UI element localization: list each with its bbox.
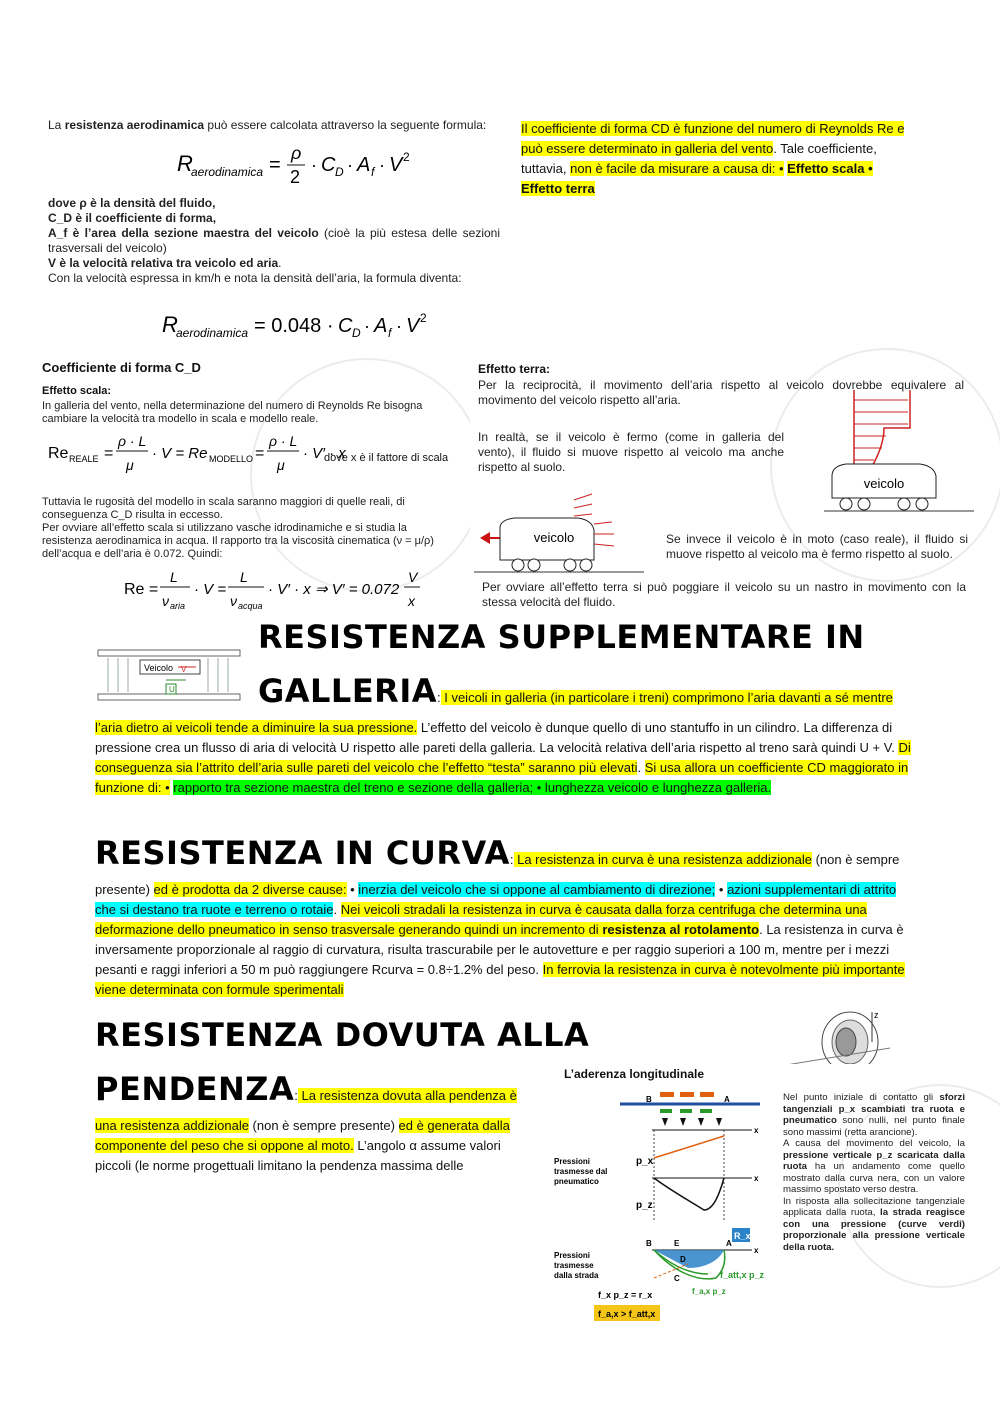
svg-text:Re =: Re = bbox=[124, 581, 159, 598]
svg-text:2: 2 bbox=[403, 150, 410, 164]
ground-p4: Per ovviare all’effetto terra si può poggiare il veicolo su un nastro in movimento con la stessa velocità del fluido. bbox=[482, 580, 966, 609]
svg-text:· V′ · x ⇒ V′ = 0.072: · V′ · x ⇒ V′ = 0.072 bbox=[268, 581, 400, 598]
label-c: C bbox=[674, 1274, 680, 1283]
scale-factor-note: dove x è il fattore di scala bbox=[324, 452, 449, 464]
adherence-desc-2: A causa del movimento del veicolo, la pressione verticale p_z scaricata dalla ruota ha un andamento come quello mostrato dalla curva nera, con un valore massimo spostato verso destra. bbox=[783, 1138, 965, 1195]
label-x-1: x bbox=[754, 1126, 759, 1135]
label-pz: p_z bbox=[636, 1200, 653, 1211]
svg-text:=: = bbox=[255, 445, 265, 462]
aero-block bbox=[48, 118, 503, 346]
tunnel-v-label: V bbox=[181, 665, 187, 674]
svg-text:· V = Re: · V = Re bbox=[152, 445, 208, 462]
label-a: A bbox=[724, 1095, 730, 1104]
ground-p1: Per la reciprocità, il movimento dell’aria rispetto al veicolo dovrebbe equivalere al movimento del veicolo rispetto all’aria. bbox=[478, 378, 964, 407]
label-b-2: B bbox=[646, 1239, 652, 1248]
conversion-text: Con la velocità espressa in km/h e nota la densità dell’aria, la formula diventa: bbox=[48, 271, 462, 285]
svg-text:ν: ν bbox=[162, 593, 169, 609]
svg-text:2: 2 bbox=[420, 311, 427, 325]
ground-p2: In realtà, se il veicolo è fermo (come in galleria del vento), il fluido si muove rispetto al veicolo ma anche rispetto al suolo. bbox=[478, 430, 784, 474]
formula-water bbox=[124, 566, 434, 616]
svg-text:V: V bbox=[406, 315, 420, 337]
scale-p1: In galleria del vento, nella determinazione del numero di Reynolds Re bisogna cambiare la velocità tra modello in scala e modello reale. bbox=[42, 400, 423, 425]
v-def: V è la velocità relativa tra veicolo ed aria. bbox=[48, 256, 282, 270]
svg-text:R: R bbox=[162, 312, 178, 337]
svg-text:· V′ · x: · V′ · x bbox=[303, 445, 346, 462]
ground-p3: Se invece il veicolo è in moto (caso reale), il fluido si muove rispetto al veicolo ma è fermo rispetto al suolo. bbox=[666, 532, 968, 561]
cd-note-highlight-1: Il coefficiente di forma CD è funzione del numero di Reynolds Re e può essere determinato in galleria del vento bbox=[521, 121, 905, 156]
tunnel-highlight-green: rapporto tra sezione maestra del treno e sezione della galleria; • lunghezza veicolo e lunghezza galleria. bbox=[173, 780, 772, 795]
tunnel-highlight-3: Si usa allora un coefficiente CD maggiorato in funzione di: • bbox=[95, 760, 909, 795]
road-pressure-label: Pressioni trasmesse dalla strada bbox=[554, 1251, 599, 1280]
cd-def: C_D è il coefficiente di forma, bbox=[48, 211, 217, 225]
svg-text:V: V bbox=[389, 154, 403, 176]
scale-p2: Tuttavia le rugosità del modello in scala saranno maggiori di quelle reali, di conseguenza C_D risulta in eccesso. bbox=[42, 496, 405, 521]
svg-text:·: · bbox=[379, 155, 385, 175]
svg-text:=: = bbox=[269, 154, 281, 176]
tunnel-highlight-2: Di conseguenza sia l’attrito dell’aria sulle pareti del veicolo che l’effetto “testa” saranno più elevati bbox=[95, 740, 911, 775]
label-px: p_x bbox=[636, 1156, 654, 1167]
aero-defs bbox=[48, 196, 500, 286]
svg-text:·: · bbox=[311, 155, 317, 175]
aero-intro-bold: resistenza aerodinamica bbox=[64, 118, 205, 132]
cd-note-highlight-2: non è facile da misurare a causa di: • bbox=[570, 161, 784, 176]
svg-text:ν: ν bbox=[230, 593, 237, 609]
curve-highlight-cyan-1: inerzia del veicolo che si oppone al cambiamento di direzione; bbox=[358, 882, 716, 897]
svg-text:L: L bbox=[240, 569, 248, 585]
af-def: A_f è l’area della sezione maestra del veicolo (cioè la più estesa delle sezioni trasversali del veicolo) bbox=[48, 226, 500, 255]
vehicle-label-right: veicolo bbox=[863, 476, 905, 491]
tunnel-heading-line2: GALLERIA bbox=[258, 672, 437, 710]
ground-stationary-vehicle-diagram bbox=[474, 488, 644, 578]
scale-p3: Per ovviare all’effetto scala si utilizzano vasche idrodinamiche e si studia la resistenza aerodinamica in acqua. Il rapporto tra la viscosità cinematica (ν = μ/ρ) dell’acqua e dell’aria è 0.072. Quindi: bbox=[42, 522, 434, 560]
svg-text:D: D bbox=[335, 165, 344, 179]
adherence-desc-1: Nel punto iniziale di contatto gli sforzi tangenziali p_x scambiati tra ruota e pneumatico sono nulli, nel punto finale sono massimi (retta arancione). bbox=[783, 1092, 965, 1138]
formula-aero-kmh bbox=[158, 308, 458, 348]
tunnel-u-label: U bbox=[169, 685, 175, 694]
ground-moving-vehicle-diagram bbox=[824, 388, 974, 518]
slope-highlight-2: ed è generata dalla componente del peso che si oppone al moto. bbox=[95, 1118, 510, 1153]
svg-text:· V =: · V = bbox=[194, 581, 227, 598]
slope-highlight-1: La resistenza dovuta alla pendenza è una resistenza addizionale bbox=[95, 1088, 517, 1133]
label-d: D bbox=[680, 1255, 686, 1264]
rho-def: dove ρ è la densità del fluido, bbox=[48, 196, 216, 210]
formula-reynolds bbox=[48, 432, 348, 476]
curve-paragraph: RESISTENZA IN CURVA: La resistenza in curva è una resistenza addizionale (non è sempre presente) ed è prodotta da 2 diverse cause: • inerzia del veicolo che si oppone al cambiamento di direzione; • azioni supplementari di attrito che si destano tra ruote e terreno o rotaie. Nei veicoli stradali la resistenza in curva è causata dalla forza centrifuga che determina una deformazione dello pneumatico in senso trasversale generando quindi un incremento di resistenza al rotolamento. La resistenza in curva è inversamente proporzionale al raggio di curvatura, risulta trascurabile per le autovetture e per raggio superiori a 100 m, mentre per i mezzi pesanti e raggi inferiori a 50 m può raggiungere Rcurva = 0.8÷1.2% del peso. In ferrovia la resistenza in curva è notevolmente più importante viene determinata con formule sperimentali bbox=[95, 834, 905, 997]
ground-effect-panel bbox=[470, 358, 970, 612]
svg-text:aerodinamica: aerodinamica bbox=[176, 326, 249, 340]
svg-text:acqua: acqua bbox=[238, 601, 263, 611]
svg-text:A: A bbox=[357, 154, 371, 176]
slope-heading-line2: PENDENZA bbox=[95, 1070, 295, 1108]
slope-paragraph: PENDENZA: La resistenza dovuta alla pendenza è una resistenza addizionale (non è sempre presente) ed è generata dalla componente del peso che si oppone al moto. L’angolo α assume valori piccoli (le norme progettuali limitano la pendenza massima delle bbox=[95, 1070, 517, 1173]
aero-intro: La resistenza aerodinamica può essere calcolata attraverso la seguente formula: bbox=[48, 118, 487, 132]
label-fatt: f_att,x p_z bbox=[720, 1270, 765, 1280]
svg-text:L: L bbox=[170, 569, 178, 585]
svg-text:2: 2 bbox=[290, 167, 301, 187]
svg-text:MODELLO: MODELLO bbox=[209, 454, 254, 464]
curve-highlight-2: ed è prodotta da 2 diverse cause: bbox=[153, 882, 347, 897]
label-x-3: x bbox=[754, 1246, 759, 1255]
curve-highlight-1: La resistenza in curva è una resistenza addizionale bbox=[513, 852, 812, 867]
svg-text:REALE: REALE bbox=[69, 454, 99, 464]
svg-text:aerodinamica: aerodinamica bbox=[191, 165, 264, 179]
svg-text:μ: μ bbox=[126, 457, 134, 473]
adherence-diagram bbox=[548, 1082, 778, 1332]
svg-text:=: = bbox=[104, 445, 114, 462]
svg-text:aria: aria bbox=[170, 601, 186, 611]
label-x-2: x bbox=[754, 1174, 759, 1183]
svg-text:V: V bbox=[408, 569, 418, 585]
svg-text:C: C bbox=[321, 154, 336, 176]
svg-text:ρ: ρ bbox=[291, 143, 302, 163]
label-e: E bbox=[674, 1239, 680, 1248]
scale-subtitle: Effetto scala: bbox=[42, 385, 112, 397]
svg-text:D: D bbox=[352, 326, 361, 340]
adherence-desc-3: In risposta alla sollecitazione tangenziale applicata dalla ruota, la strada reagisce con una pressione (curve verdi) proporzionale alla pressione verticale della ruota. bbox=[783, 1195, 965, 1253]
svg-text:A: A bbox=[374, 315, 388, 337]
ground-title: Effetto terra: bbox=[478, 362, 551, 376]
svg-text:x: x bbox=[408, 593, 415, 609]
svg-text:f: f bbox=[371, 165, 375, 179]
label-b: B bbox=[646, 1095, 652, 1104]
scale-effect-panel bbox=[40, 358, 460, 612]
svg-text:R: R bbox=[177, 151, 193, 176]
curve-highlight-cyan-2: azioni supplementari di attrito che si destano tra ruote e terreno o rotaie bbox=[95, 882, 897, 917]
curve-heading: RESISTENZA IN CURVA bbox=[95, 834, 510, 872]
tunnel-highlight-1: I veicoli in galleria (in particolare i treni) comprimono l’aria davanti a sé mentre l’aria dietro ai veicoli tende a diminuire la sua pressione. bbox=[95, 690, 893, 735]
slope-heading-line1: RESISTENZA DOVUTA ALLA bbox=[95, 1016, 590, 1054]
adherence-title: L’aderenza longitudinale bbox=[564, 1067, 705, 1081]
tunnel-paragraph: GALLERIA: I veicoli in galleria (in particolare i treni) comprimono l’aria davanti a sé mentre l’aria dietro ai veicoli tende a diminuire la sua pressione. L’effetto del veicolo è dunque quello di uno stantuffo in un cilindro. La differenza di pressione crea un flusso di aria di velocità U rispetto alle pareti della galleria. La velocità relativa dell’aria rispetto al treno sarà quindi U + V. Di conseguenza sia l’attrito dell’aria sulle pareti del veicolo che l’effetto “testa” saranno più elevati. Si usa allora un coefficiente CD maggiorato in funzione di: • rapporto tra sezione maestra del treno e sezione della galleria; • lunghezza veicolo e lunghezza galleria. bbox=[95, 672, 911, 795]
adherence-panel bbox=[548, 1064, 972, 1324]
label-condition: f_a,x > f_att,x bbox=[598, 1309, 656, 1319]
svg-text:C: C bbox=[338, 315, 353, 337]
svg-text:ρ · L: ρ · L bbox=[269, 433, 298, 449]
label-fxpz: f_x p_z = r_x bbox=[598, 1290, 653, 1300]
curve-highlight-3: Nei veicoli stradali la resistenza in curva è causata dalla forza centrifuga che determina una deformazione dello pneumatico in senso trasversale generando quindi un incremento di bbox=[95, 902, 867, 937]
label-a-2: A bbox=[726, 1239, 732, 1248]
svg-text:·: · bbox=[364, 316, 370, 336]
tunnel-heading-line1: RESISTENZA SUPPLEMENTARE IN bbox=[258, 618, 865, 656]
tyre-pressure-label: Pressioni trasmesse dal pneumatico bbox=[554, 1157, 608, 1186]
svg-text:ρ · L: ρ · L bbox=[118, 433, 147, 449]
svg-text:= 0.048 ·: = 0.048 · bbox=[254, 315, 334, 337]
label-fax: f_a,x p_z bbox=[692, 1287, 726, 1296]
vehicle-label-left: veicolo bbox=[533, 530, 575, 545]
scale-title: Coefficiente di forma C_D bbox=[42, 360, 201, 375]
svg-text:f: f bbox=[388, 326, 392, 340]
svg-text:μ: μ bbox=[277, 457, 285, 473]
curve-highlight-4: In ferrovia la resistenza in curva è notevolmente più importante viene determinata con formule sperimentali bbox=[95, 962, 905, 997]
formula-aero bbox=[173, 142, 473, 188]
adherence-description bbox=[783, 1092, 965, 1253]
tunnel-vehicle-label: Veicolo bbox=[144, 663, 174, 673]
svg-text:·: · bbox=[396, 316, 402, 336]
curve-highlight-bold: resistenza al rotolamento bbox=[602, 922, 760, 937]
svg-text:·: · bbox=[347, 155, 353, 175]
label-rx: R_x bbox=[734, 1231, 751, 1241]
cd-note-highlight-3: Effetto scala • Effetto terra bbox=[521, 161, 873, 196]
svg-text:Re: Re bbox=[48, 445, 69, 462]
cd-note: Il coefficiente di forma CD è funzione del numero di Reynolds Re e può essere determinato in galleria del vento. Tale coefficiente, tuttavia, non è facile da misurare a causa di: • Effetto scala • Effetto terra bbox=[521, 121, 905, 196]
tyre-z-label: z bbox=[874, 1010, 879, 1020]
